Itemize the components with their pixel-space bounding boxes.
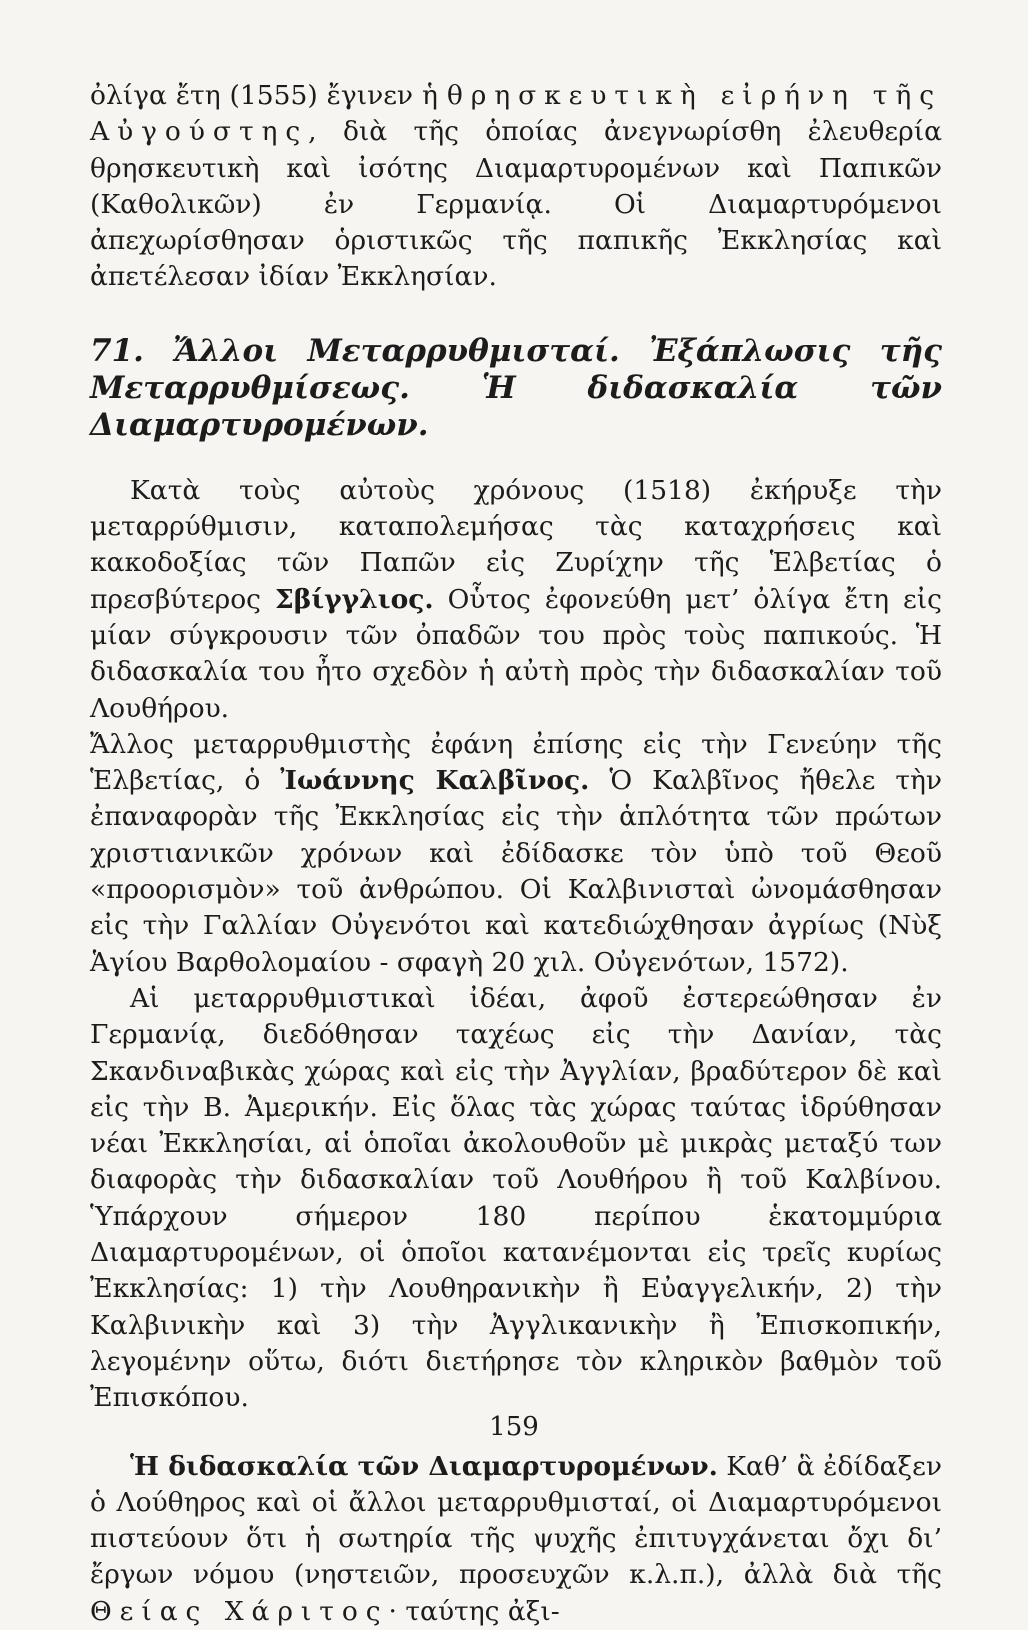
text-run: Καθ’ ἃ ἐδίδαξεν ὁ Λούθηρος καὶ οἱ ἄλλοι μεταρρυθμισταί, οἱ Διαμαρτυρόμενοι πιστεύουν ὅτι ἡ σωτηρία τῆς ψυχῆς ἐπιτυγχάνεται ὄχι δι’ ἔργων νόμου (νηστειῶν, προσευχῶν κ.λ.π.), ἀλλὰ διὰ τῆς xyxy=(90,1450,942,1591)
text-run: Ὁ Καλβῖνος ἤθελε τὴν ἐπαναφορὰν τῆς Ἐκκλησίας εἰς τὴν ἁπλότητα τῶν πρώτων χριστιανικῶν χρόνων καὶ ἐδίδασκε τὸν ὑπὸ τοῦ Θεοῦ «προορισμὸν» τοῦ ἀνθρώπου. Οἱ Καλβινισταὶ ὠνομάσθησαν εἰς τὴν Γαλλίαν Οὐγενότοι καὶ κατεδιώχθησαν ἀγρίως (Νὺξ Ἁγίου Βαρθολομαίου - σφαγὴ 20 χιλ. Οὐγενότων, 1572). xyxy=(90,765,943,978)
bold-name-calvin: Ἰωάννης Καλβῖνος. xyxy=(280,765,590,797)
spaced-emphasis: θρησκευτικὴ εἰρήνη τῆς Αὐγούστης xyxy=(90,80,943,148)
text-run: Ἄλλος μεταρρυθμιστὴς ἐφάνη ἐπίσης εἰς τὴν Γενεύην τῆς Ἑλβετίας, ὁ xyxy=(90,728,942,797)
paragraph-zwingli-calvin xyxy=(90,473,942,981)
bold-name-zwingli: Σβίγγλιος. xyxy=(275,583,434,615)
paragraph-spread-of-reformation: Αἱ μεταρρυθμιστικαὶ ἰδέαι, ἀφοῦ ἐστερεώθησαν ἐν Γερμανίᾳ, διεδόθησαν ταχέως εἰς τὴν Δανίαν, τὰς Σκανδιναβικὰς χώρας καὶ εἰς τὴν Ἀγγλίαν, βραδύτερον δὲ καὶ εἰς τὴν Β. Ἀμερικήν. Εἰς ὅλας τὰς χώρας ταύτας ἱδρύθησαν νέαι Ἐκκλησίαι, αἱ ὁποῖαι ἀκολουθοῦν μὲ μικρὰς μεταξύ των διαφορὰς τὴν διδασκαλίαν τοῦ Λουθήρου ἢ τοῦ Καλβίνου. Ὑπάρχουν σήμερον 180 περίπου ἑκατομμύρια Διαμαρτυρομένων, οἱ ὁποῖοι κατανέμονται εἰς τρεῖς κυρίως Ἐκκλησίας: 1) τὴν Λουθηρανικὴν ἢ Εὐαγγελικήν, 2) τὴν Καλβινικὴν καὶ 3) τὴν Ἀγγλικανικὴν ἢ Ἐπισκοπικήν, λεγομένην οὕτω, διότι διετήρησε τὸν κληρικὸν βαθμὸν τοῦ Ἐπισκόπου. xyxy=(90,982,942,1414)
text-run: , διὰ τῆς ὁποίας ἀνεγνωρίσθη ἐλευθερία θρησκευτικὴ καὶ ἰσότης Διαμαρτυρομένων καὶ Παπικῶν (Καθολικῶν) ἐν Γερμανίᾳ. Οἱ Διαμαρτυρόμενοι ἀπεχωρίσθησαν ὁριστικῶς τῆς παπικῆς Ἐκκλησίας καὶ ἀπετέλεσαν ἰδίαν Ἐκκλησίαν. xyxy=(90,116,942,293)
section-heading: 71. Ἄλλοι Μεταρρυθμισταί. Ἐξάπλωσις τῆς Μεταρρυθμίσεως. Ἡ διδασκαλία τῶν Διαμαρτυρομένων. xyxy=(90,332,942,443)
text-run: Οὗτος ἐφονεύθη μετ’ ὀλίγα ἔτη εἰς μίαν σύγκρουσιν τῶν ὀπαδῶν του πρὸς τοὺς παπικούς. Ἡ διδασκαλία του ἦτο σχεδὸν ἡ αὐτὴ πρὸς τὴν διδασκαλίαν τοῦ Λουθήρου. xyxy=(90,583,943,724)
paragraph-protestant-teaching xyxy=(90,1449,942,1630)
text-run: ὀλίγα ἔτη (1555) ἔγινεν ἡ xyxy=(90,80,447,111)
text-run: Κατὰ τοὺς αὐτοὺς χρόνους (1518) ἐκήρυξε τὴν μεταρρύθμισιν, καταπολεμήσας τὰς καταχρήσεις καὶ κακοδοξίας τῶν Παπῶν εἰς Ζυρίχην τῆς Ἑλβετίας ὁ πρεσβύτερος xyxy=(90,474,942,615)
text-run: · ταύτης ἀξι- xyxy=(388,1595,560,1627)
bold-subheading: Ἡ διδασκαλία τῶν Διαμαρτυρομένων. xyxy=(130,1450,718,1482)
paragraph-peace-of-augsburg xyxy=(90,78,942,296)
page-number: 159 xyxy=(489,1412,539,1442)
page-body xyxy=(90,78,942,1630)
spaced-emphasis: Θείας Χάριτος xyxy=(90,1595,389,1627)
